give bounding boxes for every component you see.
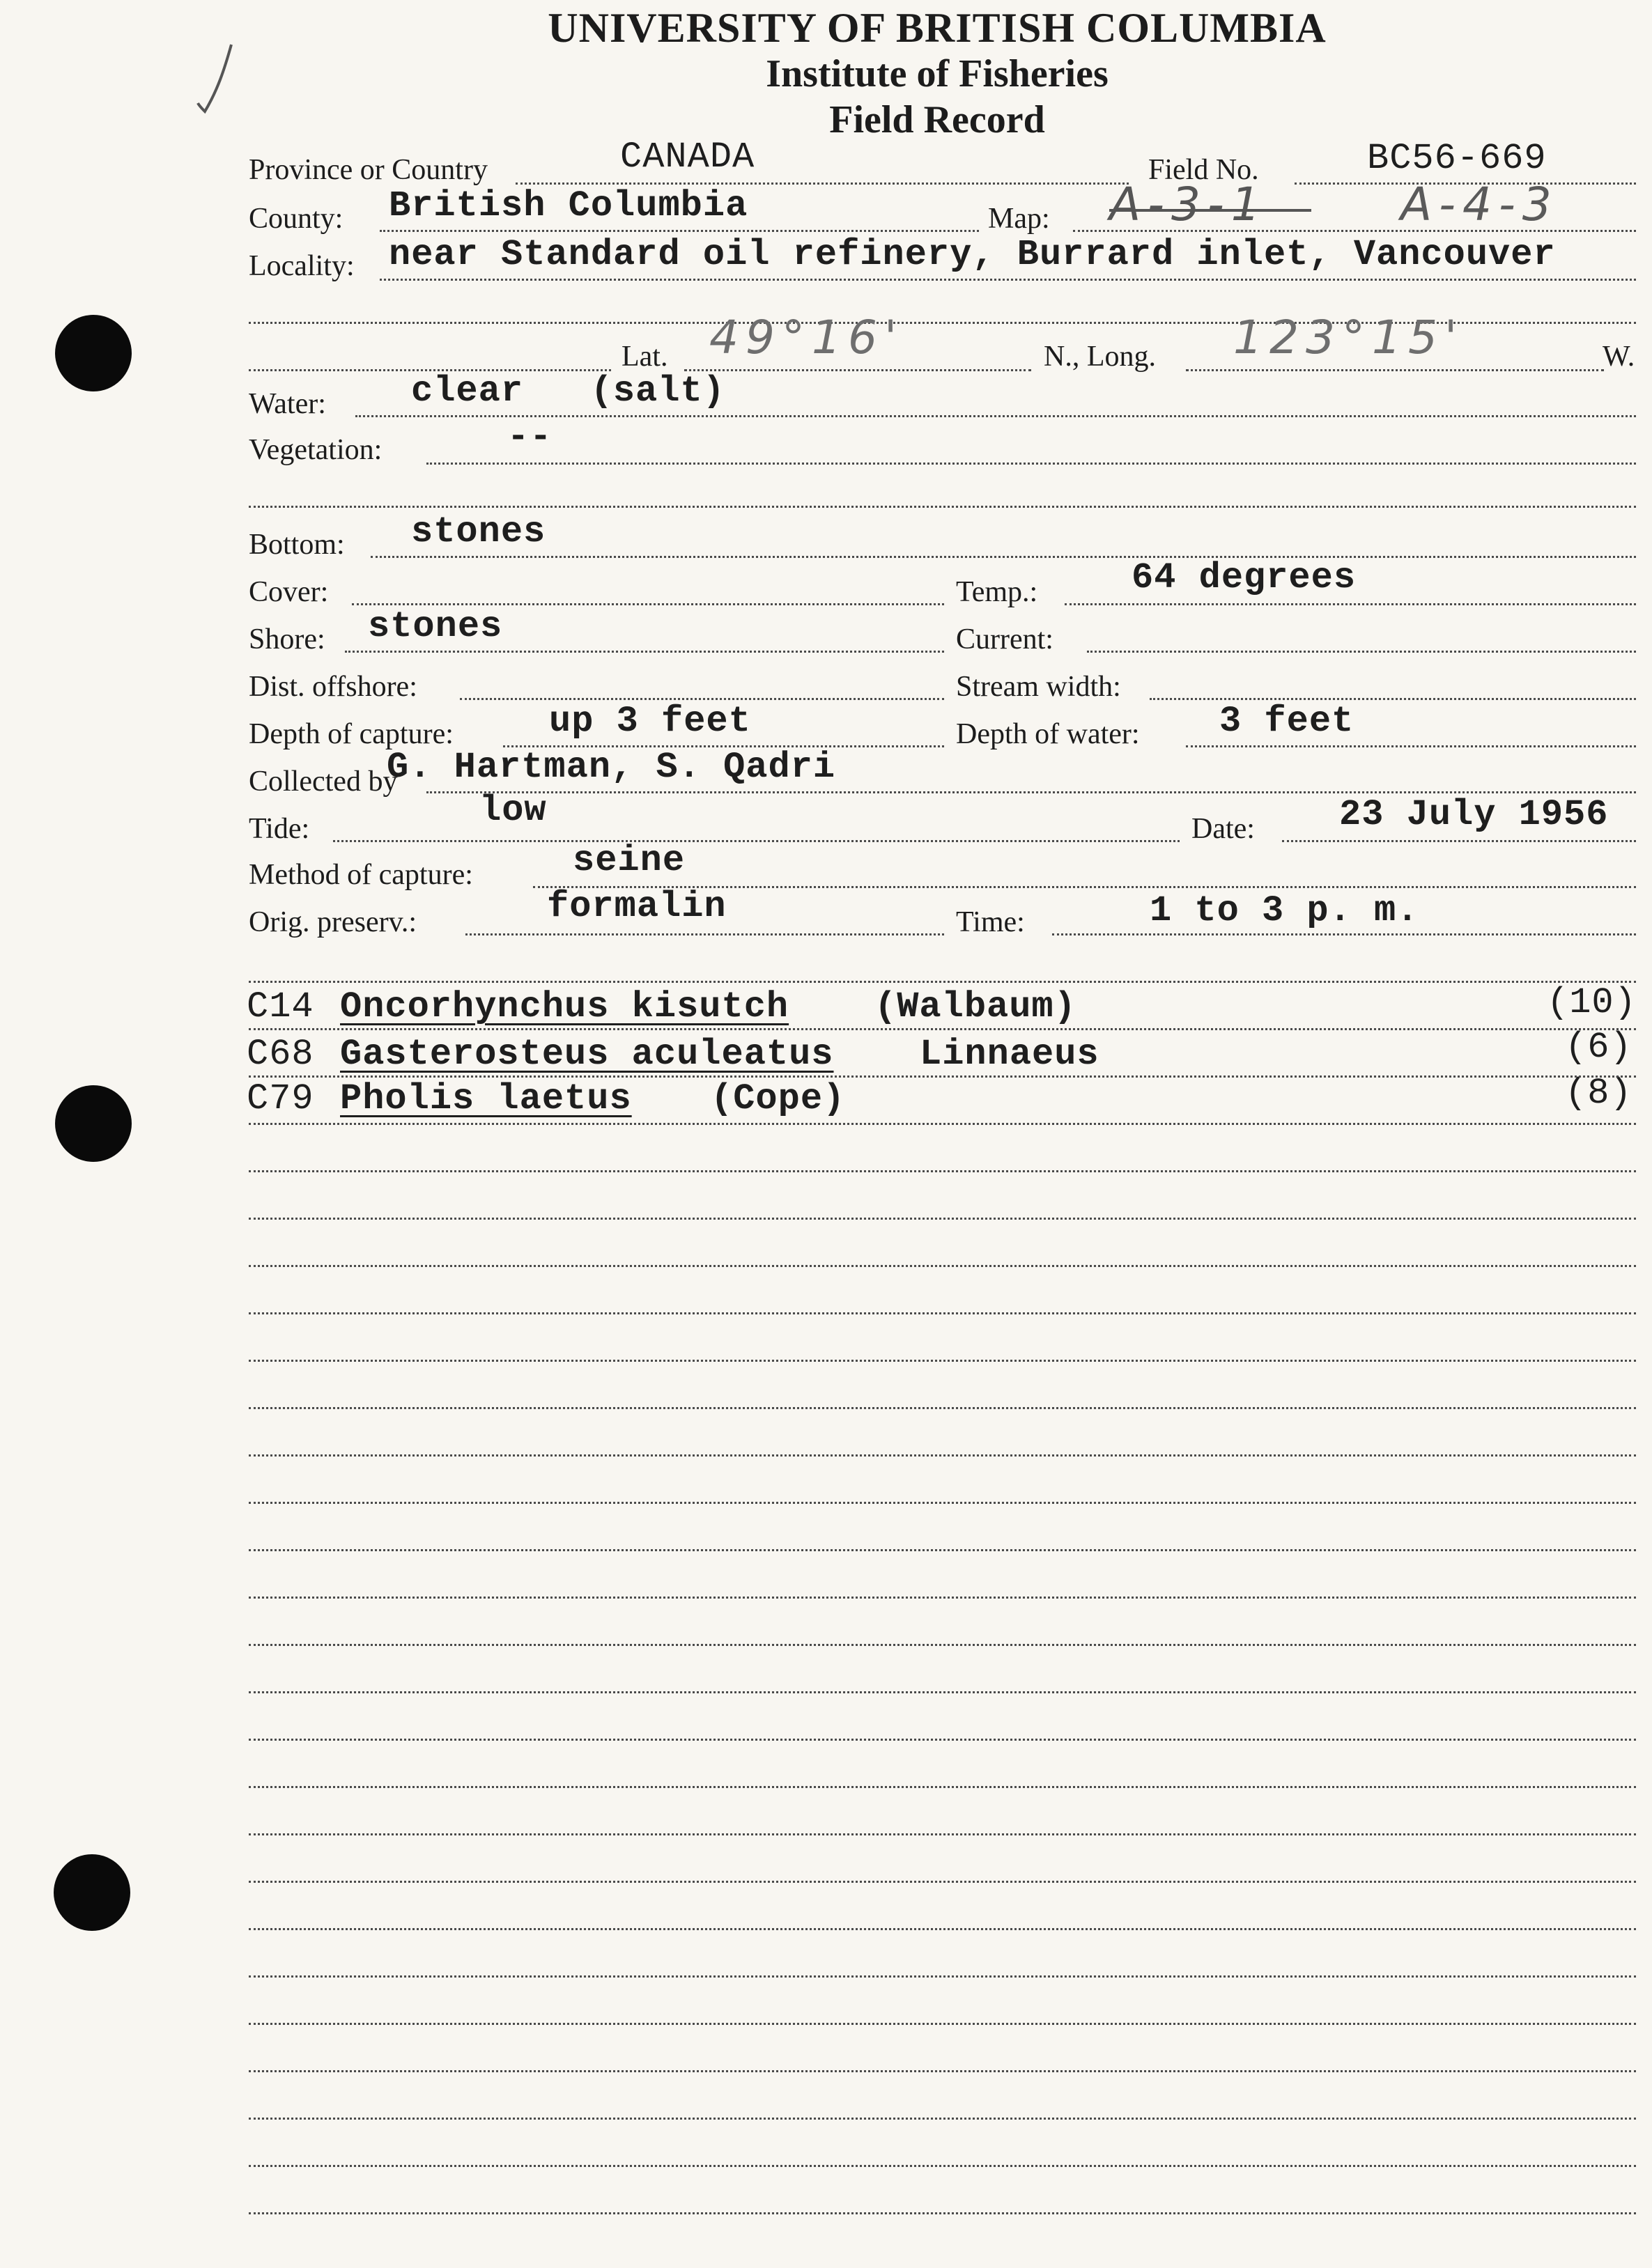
ruled-line	[249, 1881, 1636, 1883]
temp-value: 64 degrees	[1132, 557, 1357, 598]
ruled-line	[249, 2212, 1636, 2214]
ruled-line	[249, 1975, 1636, 1978]
bottom-value: stones	[411, 511, 546, 552]
ruled-line	[249, 1597, 1636, 1599]
ruled-line	[249, 1739, 1636, 1741]
field-no-value: BC56-669	[1367, 138, 1547, 179]
bottom-label: Bottom:	[249, 529, 345, 561]
ruled-line	[249, 1075, 1636, 1078]
specimen-count: (10)	[1547, 982, 1637, 1023]
tide-line	[333, 840, 1180, 842]
date-label: Date:	[1191, 813, 1255, 845]
collected-by-line	[426, 791, 1636, 793]
orig-preserv-value: formalin	[547, 886, 727, 927]
date-value: 23 July 1956	[1339, 794, 1609, 835]
binder-hole-bottom	[54, 1854, 130, 1931]
specimen-name: Gasterosteus aculeatus	[340, 1034, 834, 1075]
ruled-line	[249, 1218, 1636, 1220]
department-title: Institute of Fisheries	[766, 52, 1109, 95]
specimen-code: C68	[247, 1034, 314, 1075]
map-label: Map:	[988, 203, 1050, 235]
ruled-line	[249, 1312, 1636, 1314]
ruled-line	[249, 1170, 1636, 1172]
collected-by-label: Collected by	[249, 766, 398, 798]
orig-preserv-label: Orig. preserv.:	[249, 906, 417, 938]
map-value: A-4-3	[1400, 178, 1559, 231]
shore-line	[345, 651, 944, 653]
ruled-line	[249, 1407, 1636, 1409]
depth-water-label: Depth of water:	[956, 718, 1140, 750]
current-label: Current:	[956, 623, 1053, 655]
stream-width-label: Stream width:	[956, 671, 1121, 703]
tide-value: low	[479, 790, 547, 831]
ruled-line	[249, 1691, 1636, 1693]
lat-label: Lat.	[622, 341, 668, 373]
shore-label: Shore:	[249, 623, 325, 655]
locality-label: Locality:	[249, 250, 355, 282]
tide-label: Tide:	[249, 813, 310, 845]
long-suffix-label: W.	[1603, 341, 1635, 373]
ruled-line	[249, 1833, 1636, 1835]
shore-value: stones	[368, 606, 503, 647]
long-label: N., Long.	[1044, 341, 1156, 373]
specimen-count: (8)	[1565, 1073, 1632, 1114]
specimen-authority: (Walbaum)	[874, 986, 1076, 1027]
ruled-line	[249, 981, 1636, 983]
form-title: Field Record	[829, 98, 1045, 141]
collected-by-value: G. Hartman, S. Qadri	[387, 747, 836, 788]
depth-capture-label: Depth of capture:	[249, 718, 454, 750]
time-line	[1052, 933, 1636, 935]
binder-hole-middle	[55, 1085, 132, 1162]
cover-line	[352, 603, 944, 605]
orig-preserv-line	[465, 933, 944, 935]
temp-label: Temp.:	[956, 576, 1038, 608]
method-label: Method of capture:	[249, 859, 473, 891]
long-line	[1186, 369, 1604, 371]
lat-line	[684, 369, 1031, 371]
depth-water-line	[1186, 745, 1636, 747]
map-strikethrough	[1109, 209, 1311, 212]
ruled-line	[249, 1502, 1636, 1504]
ruled-line	[249, 1928, 1636, 1930]
ruled-line	[249, 1454, 1636, 1457]
specimen-code: C14	[247, 986, 314, 1027]
depth-capture-value: up 3 feet	[549, 701, 751, 742]
dist-offshore-line	[460, 698, 944, 700]
depth-water-value: 3 feet	[1219, 701, 1354, 742]
institution-title: UNIVERSITY OF BRITISH COLUMBIA	[548, 5, 1327, 51]
time-value: 1 to 3 p. m.	[1150, 890, 1419, 931]
ruled-line	[249, 1644, 1636, 1646]
long-value: 123°15'	[1233, 311, 1465, 364]
ruled-line	[249, 2070, 1636, 2072]
specimen-name: Pholis laetus	[340, 1078, 632, 1119]
province-value: CANADA	[620, 137, 755, 178]
locality-line	[380, 279, 1636, 281]
ruled-line	[249, 2023, 1636, 2025]
water-label: Water:	[249, 388, 326, 420]
county-line	[380, 230, 979, 232]
vegetation-value: --	[507, 417, 553, 458]
ruled-line	[249, 1123, 1636, 1125]
lat-value: 49°16'	[709, 311, 904, 364]
date-line	[1282, 840, 1636, 842]
province-label: Province or Country	[249, 154, 488, 186]
county-label: County:	[249, 203, 343, 235]
vegetation-line	[426, 463, 1636, 465]
specimen-authority: Linnaeus	[920, 1034, 1099, 1075]
water-value: clear (salt)	[411, 371, 725, 412]
vegetation-label: Vegetation:	[249, 434, 383, 466]
temp-line	[1065, 603, 1636, 605]
bottom-line	[371, 556, 1636, 558]
ruled-line	[249, 1360, 1636, 1362]
dist-offshore-label: Dist. offshore:	[249, 671, 417, 703]
province-line	[516, 182, 1129, 185]
ruled-line	[249, 1786, 1636, 1788]
method-value: seine	[573, 840, 686, 881]
binder-hole-top	[55, 315, 132, 391]
map-struck-value: A-3-1	[1109, 178, 1267, 231]
specimen-code: C79	[247, 1078, 314, 1119]
county-value: British Columbia	[389, 185, 748, 226]
vegetation-line-2	[249, 506, 1636, 508]
ruled-line	[249, 1265, 1636, 1267]
ruled-line	[249, 2165, 1636, 2167]
ruled-line	[249, 2118, 1636, 2120]
ruled-line	[249, 1028, 1636, 1030]
specimen-authority: (Cope)	[711, 1078, 846, 1119]
ruled-line	[249, 1549, 1636, 1551]
stream-width-line	[1150, 698, 1636, 700]
current-line	[1087, 651, 1636, 653]
field-no-label: Field No.	[1148, 154, 1259, 186]
specimen-name: Oncorhynchus kisutch	[340, 986, 789, 1027]
specimen-count: (6)	[1565, 1027, 1632, 1068]
locality-value: near Standard oil refinery, Burrard inlet, Vancouver	[389, 234, 1556, 275]
cover-label: Cover:	[249, 576, 329, 608]
time-label: Time:	[956, 906, 1025, 938]
